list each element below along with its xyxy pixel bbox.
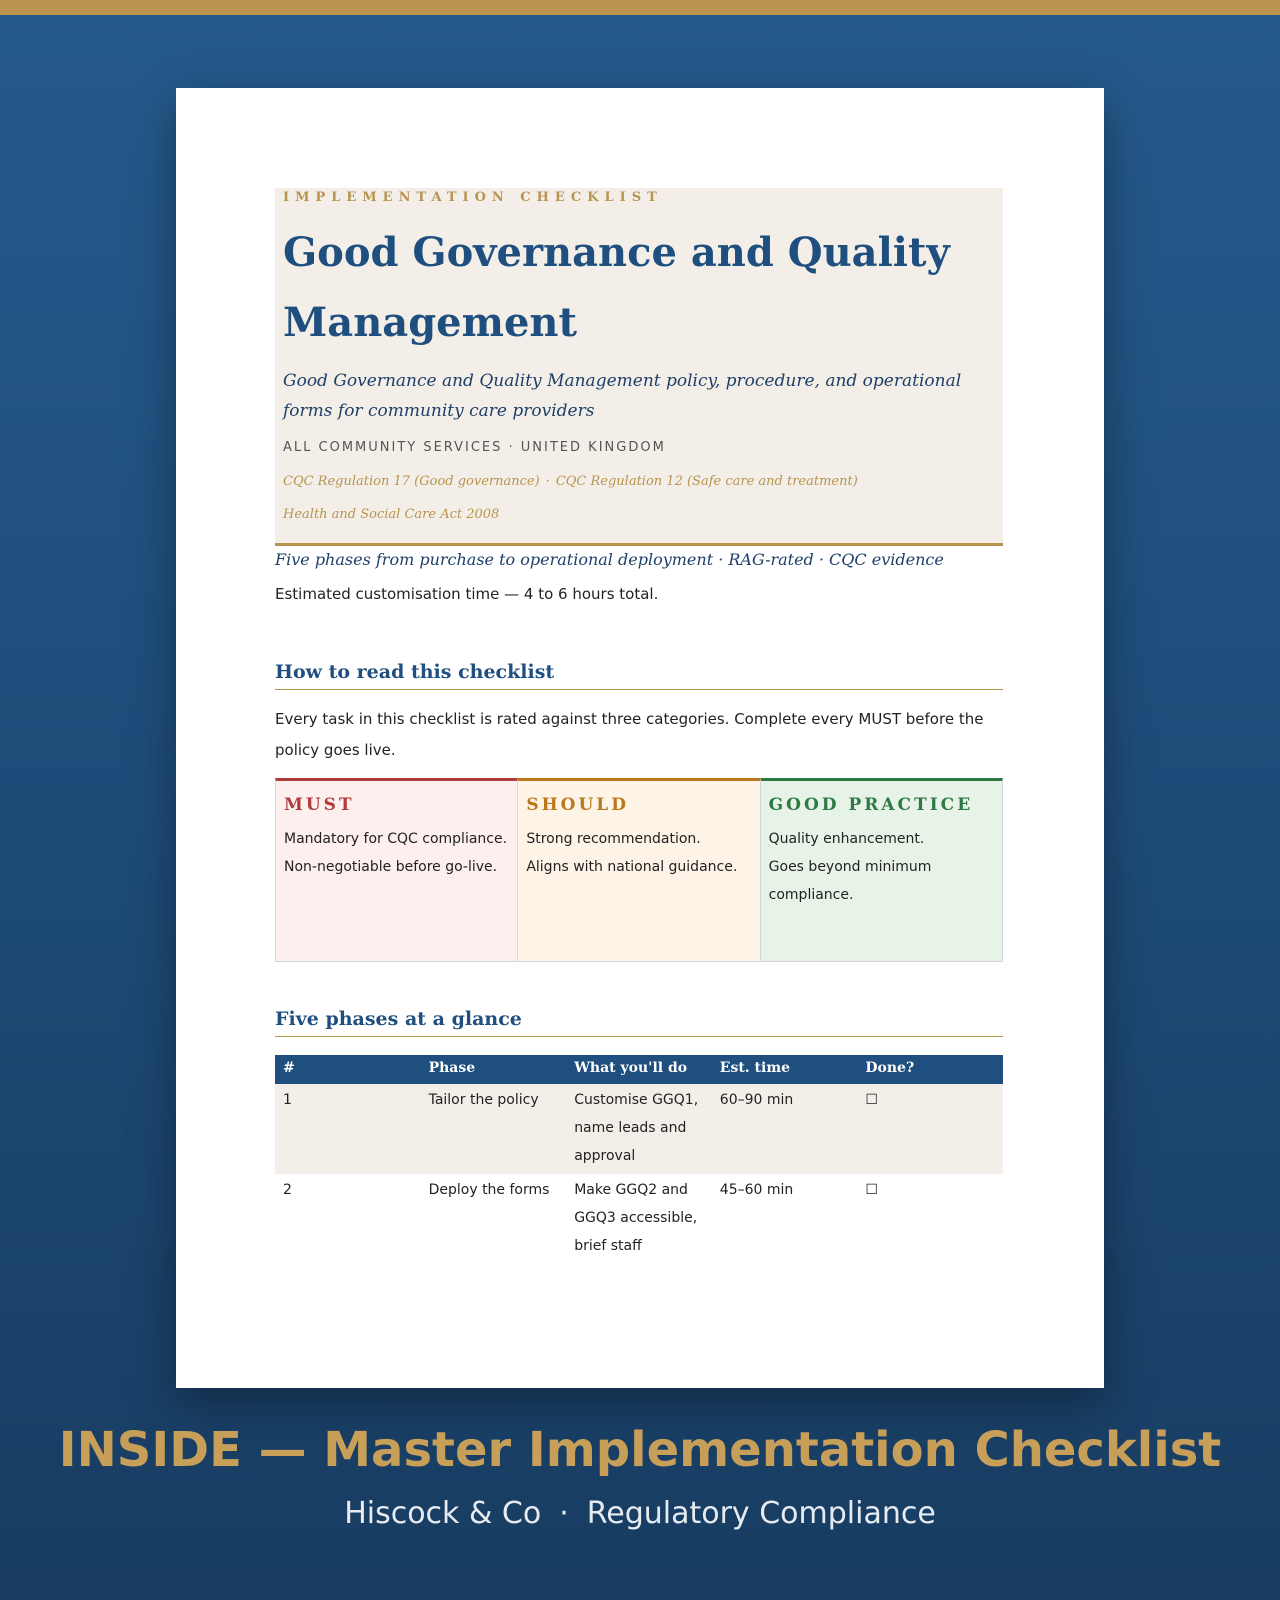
- column-header: Phase: [421, 1055, 567, 1084]
- regulation-row: [283, 498, 995, 531]
- hero-banner: [275, 188, 1003, 546]
- done-checkbox[interactable]: ☐: [865, 1182, 878, 1198]
- category-label: SHOULD: [526, 795, 629, 815]
- regulation-reference: CQC Regulation 12 (Safe care and treatment): [555, 474, 858, 489]
- column-header: What you'll do: [566, 1055, 712, 1084]
- category-name: Regulatory Compliance: [586, 1496, 936, 1531]
- regulation-references: [283, 465, 995, 531]
- column-header: Done?: [857, 1055, 1003, 1084]
- phase-name: Tailor the policy: [421, 1084, 567, 1174]
- scope-line: ALL COMMUNITY SERVICES · UNITED KINGDOM: [283, 440, 666, 455]
- table-row: [275, 1174, 1003, 1264]
- phase-number: 1: [275, 1084, 421, 1174]
- category-label: MUST: [284, 795, 355, 815]
- category-card-must: [275, 778, 518, 962]
- phase-name: Deploy the forms: [428, 1182, 550, 1198]
- category-description: Goes beyond minimum compliance.: [768, 859, 932, 903]
- category-description: Non-negotiable before go-live.: [284, 859, 498, 875]
- document-title: Good Governance and Quality Management: [283, 229, 950, 346]
- byline-separator: ·: [559, 1496, 569, 1531]
- how-to-read-heading: How to read this checklist: [275, 661, 1003, 690]
- category-description: Mandatory for CQC compliance.: [284, 831, 508, 847]
- category-card-should: [518, 778, 760, 962]
- column-header: Est. time: [712, 1055, 858, 1084]
- rating-categories: [275, 778, 1003, 962]
- regulation-reference: Health and Social Care Act 2008: [283, 507, 500, 522]
- table-header-row: [275, 1055, 1003, 1084]
- brand-name: Hiscock & Co: [344, 1496, 542, 1531]
- estimate-text: Estimated customisation time — 4 to 6 hours total.: [275, 585, 659, 603]
- regulation-separator: ·: [545, 474, 550, 489]
- phase-time: 60–90 min: [712, 1084, 858, 1174]
- phase-tasks: Customise GGQ1, name leads and approval: [566, 1084, 712, 1174]
- top-accent-bar: [0, 0, 1280, 15]
- category-card-good-practice: [761, 778, 1003, 962]
- column-header: #: [275, 1055, 421, 1084]
- phases-table: [275, 1055, 1003, 1264]
- regulation-reference: CQC Regulation 17 (Good governance): [283, 474, 540, 489]
- footer-title: INSIDE — Master Implementation Checklist: [58, 1422, 1222, 1478]
- phases-heading: Five phases at a glance: [275, 1008, 1003, 1037]
- document-content: [275, 188, 1003, 1264]
- category-description: Strong recommendation.: [526, 831, 701, 847]
- done-checkbox[interactable]: ☐: [857, 1084, 1003, 1174]
- phase-number: 2: [283, 1182, 292, 1198]
- regulation-row: [283, 465, 995, 498]
- document-subtitle: Good Governance and Quality Management policy, procedure, and operational forms for community care providers: [283, 371, 962, 421]
- document-kicker: IMPLEMENTATION CHECKLIST: [283, 190, 663, 205]
- tagline: Five phases from purchase to operational deployment · RAG-rated · CQC evidence: [275, 550, 944, 569]
- table-row: [275, 1084, 1003, 1174]
- phase-tasks: Make GGQ2 and GGQ3 accessible, brief staff: [574, 1182, 698, 1254]
- category-label: GOOD PRACTICE: [768, 795, 974, 815]
- category-description: Quality enhancement.: [768, 831, 925, 847]
- phase-time: 45–60 min: [719, 1182, 794, 1198]
- how-to-read-intro: Every task in this checklist is rated against three categories. Complete every MUST before the policy goes live.: [275, 710, 984, 759]
- document-page: [176, 88, 1104, 1388]
- category-description: Aligns with national guidance.: [526, 859, 738, 875]
- footer-byline: [0, 1496, 1280, 1531]
